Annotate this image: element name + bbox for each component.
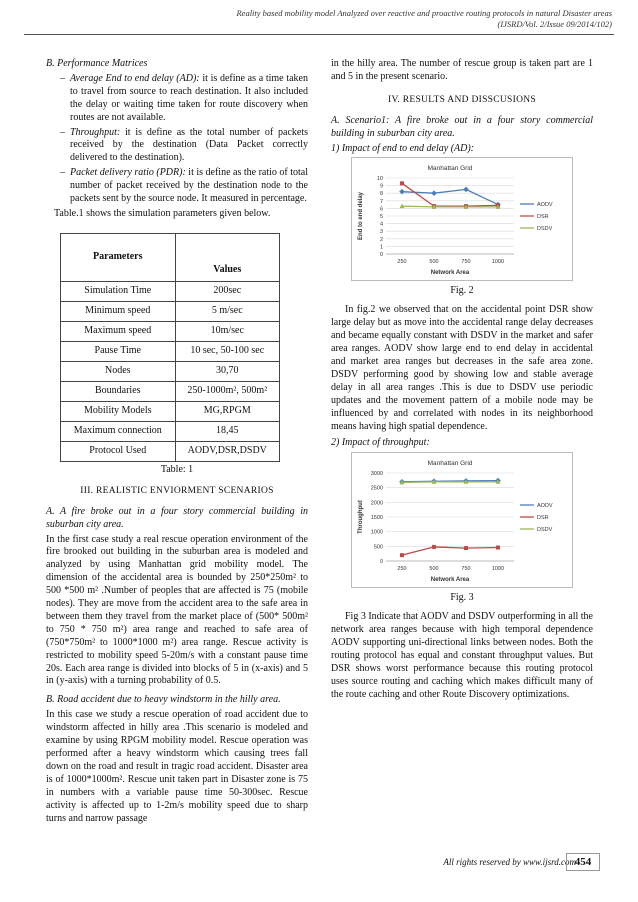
data-point (464, 546, 468, 550)
table-header-values: Values (175, 233, 279, 281)
x-tick-label: 250 (397, 259, 407, 266)
table-row (61, 441, 280, 461)
data-point (400, 182, 404, 186)
footer-rights: All rights reserved by www.ijsrd.com (443, 857, 576, 867)
section-b2-heading: B. Road accident due to heavy windstorm in the hilly area. (46, 694, 281, 706)
data-point (400, 553, 404, 557)
header-title: Reality based mobility model Analyzed over reactive and proactive routing protocols in natural Disaster areas (236, 8, 612, 18)
param-value-cell: 250-1000m², 500m² (175, 381, 279, 401)
param-value-cell: MG,RPGM (175, 401, 279, 421)
series-line-dsdv (402, 482, 498, 483)
y-tick-label: 3 (379, 229, 383, 236)
running-header (236, 8, 612, 30)
legend-label: AODV (537, 503, 553, 510)
figure-2-caption: Fig. 2 (450, 285, 474, 297)
paragraph-fig3: Fig 3 Indicate that AODV and DSDV outperforming in all the network area ranges because with high temporal dependence AODV supporting uni-directional links between nodes. Both the routing protocol has equal and constant throughput values. But DSR shows worst performance because this routing protocol uses source routing and caching which makes difficult many of the route caching and other Route Discovery optimizations. (331, 611, 593, 700)
parameters-table (60, 233, 280, 462)
delay-chart-svg (352, 158, 572, 280)
paragraph-scenario-b: In this case we study a rescue operation of road accident due to windstorm affected in hilly area .This scenario is modeled and examine by using RPGM mobility model. Rescue operation was performed after a heavy windstorm which causing trees fall down on the road and result in tragic road accident. Disaster area is of 1000*1000m². Rescue unit taken part in Disaster zone is 75 in numbers with a variable pause time 50-300sec. Rescue activity is affected up to 1-2m/s mobility speed due to sharp turns and narrow passage (46, 709, 308, 824)
param-value-cell: 30,70 (175, 361, 279, 381)
bullet-definition: it is define as a time taken to travel from source to reach destination. It also included the delay or waiting time taken for route discovery when routes are not available. (70, 72, 308, 123)
y-tick-label: 4 (379, 222, 383, 229)
data-point (496, 546, 500, 550)
figure-3-caption: Fig. 3 (450, 592, 474, 604)
table-intro: Table.1 shows the simulation parameters given below. (54, 207, 271, 219)
x-tick-label: 250 (397, 566, 407, 573)
param-name-cell: Nodes (61, 361, 176, 381)
table-row (61, 401, 280, 421)
legend-label: DSDV (537, 527, 553, 534)
section-a-heading: A. A fire broke out in a four story commercial building in suburban city area. (46, 505, 308, 530)
right-column (331, 58, 593, 706)
param-name-cell: Minimum speed (61, 301, 176, 321)
data-point (431, 191, 437, 197)
metric-bullets (46, 73, 308, 206)
series-line-dsr (402, 184, 498, 207)
legend-label: DSDV (537, 226, 553, 233)
series-line-aodv (402, 190, 498, 205)
table-row (61, 341, 280, 361)
subsection-delay-heading: 1) Impact of end to end delay (AD): (331, 142, 475, 154)
legend-label: AODV (537, 202, 553, 209)
bullet-term: Average End to end delay (AD): (70, 72, 200, 84)
bullet-text (70, 127, 308, 166)
metric-bullet (46, 73, 308, 125)
param-name-cell: Protocol Used (61, 441, 176, 461)
param-value-cell: 18,45 (175, 421, 279, 441)
legend-label: DSR (537, 515, 549, 522)
y-tick-label: 7 (379, 199, 383, 206)
legend-label: DSR (537, 214, 549, 221)
chart-title: Manhattan Grid (427, 460, 473, 468)
table-caption: Table: 1 (160, 463, 194, 475)
series-line-dsr (402, 547, 498, 555)
table-row (61, 381, 280, 401)
page-number: 454 (566, 853, 600, 871)
y-tick-label: 1000 (370, 529, 383, 536)
throughput-chart-svg (352, 453, 572, 587)
param-name-cell: Pause Time (61, 341, 176, 361)
param-value-cell: 5 m/sec (175, 301, 279, 321)
param-name-cell: Boundaries (61, 381, 176, 401)
metric-bullet (46, 167, 308, 206)
bullet-text (70, 73, 308, 125)
x-axis-label: Network Area (430, 577, 470, 584)
x-tick-label: 500 (429, 259, 439, 266)
data-point (399, 189, 405, 195)
bullet-definition: it is define as the total number of packets received by the destination (Data Packet correctly delivered to the destination). (70, 126, 308, 164)
param-name-cell: Maximum speed (61, 321, 176, 341)
left-column (46, 58, 308, 829)
x-tick-label: 750 (461, 259, 471, 266)
chart-title: Manhattan Grid (427, 165, 473, 173)
subsection-throughput-heading: 2) Impact of throughput: (331, 437, 430, 449)
y-tick-label: 5 (379, 214, 383, 221)
y-tick-label: 0 (379, 252, 383, 259)
table-row (61, 301, 280, 321)
param-name-cell: Maximum connection (61, 421, 176, 441)
scenario1-heading: A. Scenario1: A fire broke out in a four story commercial building in suburban city area. (331, 114, 593, 139)
x-tick-label: 1000 (491, 566, 505, 573)
x-tick-label: 750 (461, 566, 471, 573)
x-axis-label: Network Area (430, 270, 470, 277)
y-tick-label: 8 (379, 191, 383, 198)
y-tick-label: 3000 (370, 471, 383, 478)
table-row (61, 361, 280, 381)
bullet-text (70, 167, 308, 206)
bullet-definition: it is define as the ratio of total number of packet received by the destination node to the packets sent by the source node. It measured in percentage. (70, 167, 309, 205)
param-value-cell: 200sec (175, 281, 279, 301)
y-tick-label: 9 (379, 184, 383, 191)
y-axis-label: End to end delay (358, 192, 364, 241)
series-line-dsdv (402, 207, 498, 208)
x-tick-label: 500 (429, 566, 439, 573)
y-tick-label: 2000 (370, 500, 383, 507)
y-tick-label: 6 (379, 206, 383, 213)
bullet-term: Packet delivery ratio (PDR): (70, 167, 186, 179)
param-value-cell: AODV,DSR,DSDV (175, 441, 279, 461)
bullet-dash: – (60, 72, 65, 84)
paragraph-fig2: In fig.2 we observed that on the accidental point DSR show large delay but as move into the accidental range delay decreases and became equally constant with DSDV in the market and safer area ranges. AODV show large end to end delay in accidental and market area ranges but decreases in the safe area zone. DSDV performing good by showing low and stable average delay in all area ranges .This is due to DSDV use periodic updates and the movement pattern of a mobile node may be influenced by and correlated with nodes in its neighborhood means having high spatial dependence. (331, 304, 593, 432)
metric-bullet (46, 127, 308, 166)
bullet-dash: – (60, 126, 65, 138)
bullet-term: Throughput: (70, 126, 121, 138)
bullet-dash: – (60, 167, 65, 179)
header-rule (24, 34, 614, 35)
y-tick-label: 2 (379, 237, 383, 244)
y-tick-label: 1 (379, 244, 383, 251)
y-tick-label: 2500 (370, 485, 383, 492)
param-value-cell: 10 sec, 50-100 sec (175, 341, 279, 361)
table-header-parameters: Parameters (61, 233, 176, 281)
y-tick-label: 500 (373, 544, 383, 551)
y-axis-label: Throughput (358, 500, 364, 535)
section-4-heading: IV. RESULTS AND DISSCUSIONS (388, 94, 536, 105)
figure-3-chart (351, 452, 573, 588)
section-3-heading: III. REALISTIC ENVIORMENT SCENARIOS (80, 485, 274, 496)
table-row (61, 321, 280, 341)
param-value-cell: 10m/sec (175, 321, 279, 341)
section-b-heading: B. Performance Matrices (46, 58, 148, 69)
table-row (61, 421, 280, 441)
paragraph-scenario-a: In the first case study a real rescue operation environment of the fire brooked out building in the suburban area is modeled and analyzed by using Manhattan grid mobility model. The dimension of the accidental area is bounded by 250*250m² to 500 *500 m² .Number of peoples that are affected is 75 (mobile nodes). They are move from the accident area to the safe area in between them they travel from the market place of (500* 500m² to 750 * 750 m²) area range and reached to safe area of (750*750m² to 1000*1000 m²) area range. Rescue activity is restricted to mobility speed 5-20m/s with a constant pause time 20s. Each area range is divided into blocks of 5 in (x-axis) and 5 in (y-axis) with a turning probability of 0.5. (46, 533, 308, 687)
header-volume: (IJSRD/Vol. 2/Issue 09/2014/102) (497, 19, 612, 29)
data-point (463, 187, 469, 193)
y-tick-label: 0 (379, 559, 383, 566)
x-tick-label: 1000 (491, 259, 505, 266)
param-name-cell: Mobility Models (61, 401, 176, 421)
figure-2-chart (351, 157, 573, 281)
data-point (432, 545, 436, 549)
param-name-cell: Simulation Time (61, 281, 176, 301)
paragraph-continued: in the hilly area. The number of rescue group is taken part are 1 and 5 in the present scenario. (331, 58, 593, 82)
y-tick-label: 1500 (370, 515, 383, 522)
table-row (61, 281, 280, 301)
y-tick-label: 10 (376, 176, 383, 183)
